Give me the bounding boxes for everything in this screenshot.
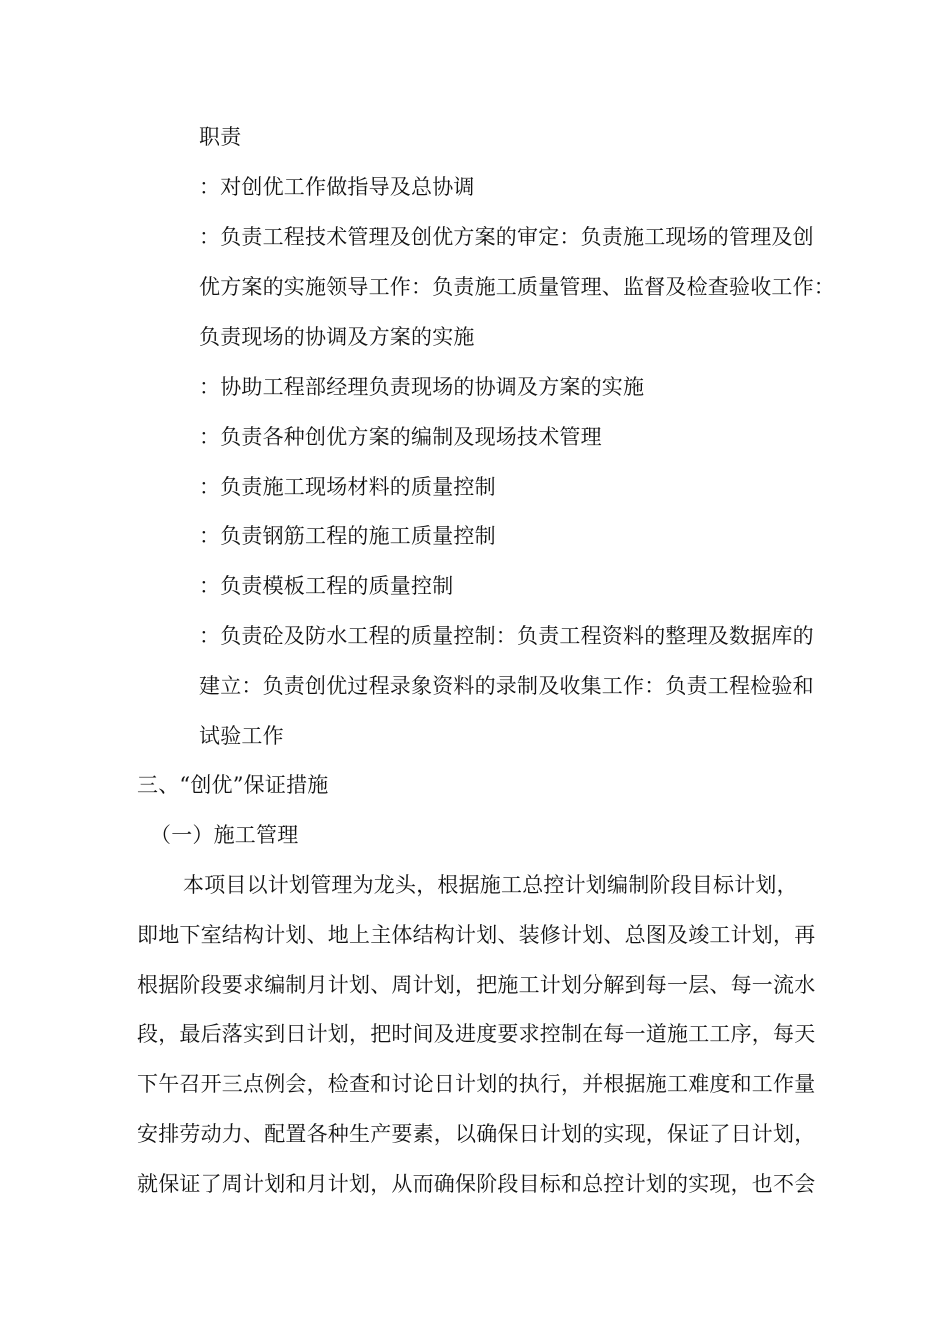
paragraph-line: 即地下室结构计划、地上主体结构计划、装修计划、总图及竣工计划，再 <box>137 923 816 947</box>
paragraph-line: 段，最后落实到日计划，把时间及进度要求控制在每一道施工工序，每天 <box>137 1022 816 1046</box>
paragraph-line: 下午召开三点例会，检查和讨论日计划的执行，并根据施工难度和工作量 <box>137 1072 816 1096</box>
paragraph-line: 就保证了周计划和月计划，从而确保阶段目标和总控计划的实现，也不会 <box>137 1172 816 1196</box>
duty-item: ：对创优工作做指导及总协调 <box>199 175 475 199</box>
duty-item: 负责现场的协调及方案的实施 <box>199 325 475 349</box>
duty-item: 建立：负责创优过程录象资料的录制及收集工作：负责工程检验和 <box>199 674 814 698</box>
duties-heading: 职责 <box>199 125 242 149</box>
duty-item: ：负责工程技术管理及创优方案的审定：负责施工现场的管理及创 <box>199 225 814 249</box>
duty-item: ：负责模板工程的质量控制 <box>199 574 454 598</box>
duty-item: ：负责各种创优方案的编制及现场技术管理 <box>199 425 602 449</box>
duty-item: 优方案的实施领导工作：负责施工质量管理、监督及检查验收工作： <box>199 275 835 299</box>
duty-item: ：协助工程部经理负责现场的协调及方案的实施 <box>199 375 645 399</box>
section-title: 三、“创优”保证措施 <box>137 773 329 797</box>
duty-item: ：负责钢筋工程的施工质量控制 <box>199 524 496 548</box>
paragraph-line: 本项目以计划管理为龙头，根据施工总控计划编制阶段目标计划， <box>183 873 798 897</box>
paragraph-line: 安排劳动力、配置各种生产要素，以确保日计划的实现，保证了日计划， <box>137 1122 816 1146</box>
section-subtitle: （一）施工管理 <box>150 823 299 847</box>
paragraph-line: 根据阶段要求编制月计划、周计划，把施工计划分解到每一层、每一流水 <box>137 973 816 997</box>
duty-item: 试验工作 <box>199 724 284 748</box>
duty-item: ：负责施工现场材料的质量控制 <box>199 475 496 499</box>
duty-item: ：负责砼及防水工程的质量控制：负责工程资料的整理及数据库的 <box>199 624 814 648</box>
